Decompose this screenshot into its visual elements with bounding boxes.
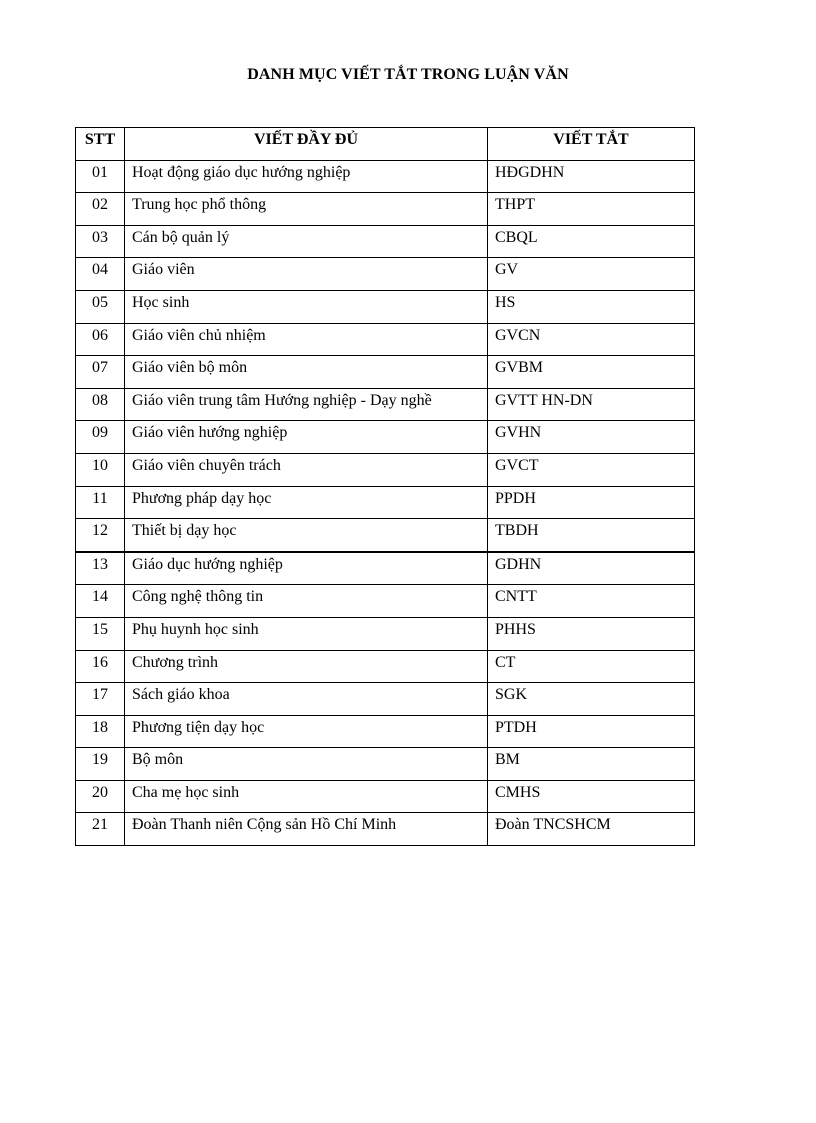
abbreviation-cell: THPT: [488, 193, 695, 226]
table-row: [76, 748, 695, 781]
abbreviation-cell: GV: [488, 258, 695, 291]
table-row: [76, 258, 695, 291]
row-number-cell: 12: [76, 519, 125, 552]
page-title: DANH MỤC VIẾT TẮT TRONG LUẬN VĂN: [247, 66, 569, 83]
table-row: [76, 388, 695, 421]
abbreviation-cell: GVCN: [488, 323, 695, 356]
row-number-cell: 05: [76, 290, 125, 323]
row-number-cell: 20: [76, 780, 125, 813]
abbreviation-cell: Đoàn TNCSHCM: [488, 813, 695, 846]
row-number-cell: 02: [76, 193, 125, 226]
full-form-cell: Giáo viên trung tâm Hướng nghiệp - Dạy nghề: [125, 388, 488, 421]
abbreviation-cell: HĐGDHN: [488, 160, 695, 193]
full-form-cell: Thiết bị dạy học: [125, 519, 488, 552]
table-row: [76, 290, 695, 323]
row-number-cell: 14: [76, 585, 125, 618]
table-row: [76, 193, 695, 226]
table-row: [76, 519, 695, 552]
row-number-cell: 06: [76, 323, 125, 356]
abbreviation-cell: GVCT: [488, 453, 695, 486]
full-form-cell: Giáo viên chuyên trách: [125, 453, 488, 486]
row-number-cell: 01: [76, 160, 125, 193]
full-form-cell: Phương tiện dạy học: [125, 715, 488, 748]
abbreviation-cell: GVTT HN-DN: [488, 388, 695, 421]
full-form-cell: Cha mẹ học sinh: [125, 780, 488, 813]
table-row: [76, 552, 695, 585]
row-number-cell: 09: [76, 421, 125, 454]
full-form-cell: Trung học phổ thông: [125, 193, 488, 226]
abbreviation-cell: CMHS: [488, 780, 695, 813]
full-form-cell: Giáo viên chủ nhiệm: [125, 323, 488, 356]
abbreviation-cell: PTDH: [488, 715, 695, 748]
abbreviation-cell: TBDH: [488, 519, 695, 552]
full-form-cell: Bộ môn: [125, 748, 488, 781]
abbreviation-cell: PHHS: [488, 617, 695, 650]
row-number-cell: 16: [76, 650, 125, 683]
table-row: [76, 225, 695, 258]
row-number-cell: 10: [76, 453, 125, 486]
table-row: [76, 160, 695, 193]
abbreviation-cell: GVHN: [488, 421, 695, 454]
row-number-cell: 17: [76, 683, 125, 716]
column-header-stt: STT: [76, 128, 125, 161]
abbreviation-cell: GVBM: [488, 356, 695, 389]
table-row: [76, 323, 695, 356]
row-number-cell: 04: [76, 258, 125, 291]
table-header-row: [76, 128, 695, 161]
abbreviation-cell: BM: [488, 748, 695, 781]
table-row: [76, 421, 695, 454]
abbreviation-cell: CBQL: [488, 225, 695, 258]
full-form-cell: Phương pháp dạy học: [125, 486, 488, 519]
column-header-abbreviation: VIẾT TẮT: [488, 128, 695, 161]
full-form-cell: Chương trình: [125, 650, 488, 683]
full-form-cell: Phụ huynh học sinh: [125, 617, 488, 650]
row-number-cell: 19: [76, 748, 125, 781]
row-number-cell: 13: [76, 552, 125, 585]
table-row: [76, 356, 695, 389]
table-row: [76, 453, 695, 486]
full-form-cell: Giáo dục hướng nghiệp: [125, 552, 488, 585]
table-row: [76, 486, 695, 519]
full-form-cell: Công nghệ thông tin: [125, 585, 488, 618]
abbreviation-cell: CNTT: [488, 585, 695, 618]
row-number-cell: 07: [76, 356, 125, 389]
full-form-cell: Hoạt động giáo dục hướng nghiệp: [125, 160, 488, 193]
full-form-cell: Đoàn Thanh niên Cộng sản Hồ Chí Minh: [125, 813, 488, 846]
table-row: [76, 683, 695, 716]
abbreviation-cell: PPDH: [488, 486, 695, 519]
table-row: [76, 780, 695, 813]
full-form-cell: Sách giáo khoa: [125, 683, 488, 716]
abbreviation-cell: GDHN: [488, 552, 695, 585]
row-number-cell: 15: [76, 617, 125, 650]
abbreviation-cell: CT: [488, 650, 695, 683]
full-form-cell: Giáo viên: [125, 258, 488, 291]
row-number-cell: 18: [76, 715, 125, 748]
table-row: [76, 617, 695, 650]
table-row: [76, 650, 695, 683]
row-number-cell: 03: [76, 225, 125, 258]
table-row: [76, 813, 695, 846]
row-number-cell: 21: [76, 813, 125, 846]
row-number-cell: 08: [76, 388, 125, 421]
full-form-cell: Học sinh: [125, 290, 488, 323]
abbreviation-cell: HS: [488, 290, 695, 323]
full-form-cell: Giáo viên bộ môn: [125, 356, 488, 389]
table-row: [76, 715, 695, 748]
abbreviation-table: [75, 127, 695, 846]
table-row: [76, 585, 695, 618]
full-form-cell: Giáo viên hướng nghiệp: [125, 421, 488, 454]
abbreviation-cell: SGK: [488, 683, 695, 716]
full-form-cell: Cán bộ quản lý: [125, 225, 488, 258]
column-header-full-form: VIẾT ĐẦY ĐỦ: [125, 128, 488, 161]
row-number-cell: 11: [76, 486, 125, 519]
